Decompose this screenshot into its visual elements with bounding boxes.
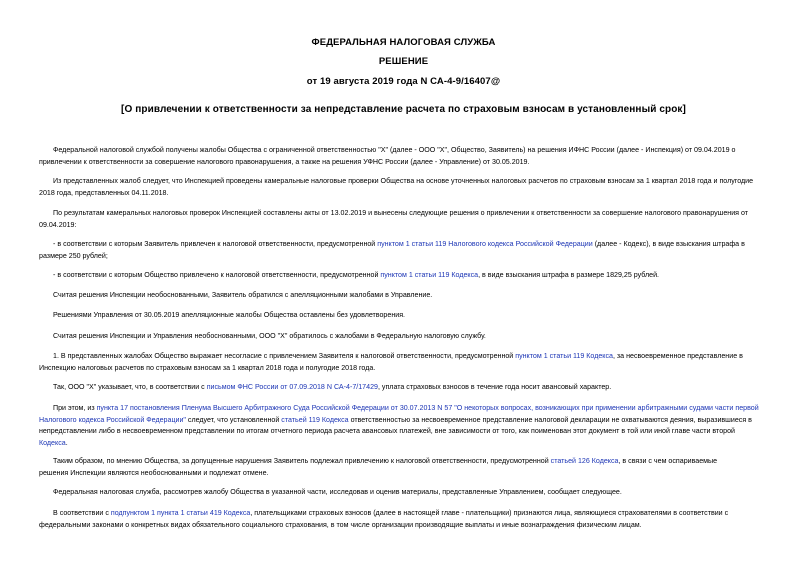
paragraph-4-text-b: (далее - Кодекс), в виде взыскания штрафа в — [592, 240, 745, 248]
link-art119-kodeks-2[interactable]: пунктом 1 статьи 119 Кодекса — [515, 352, 613, 360]
paragraph-14-text-a: В соответствии с — [53, 509, 111, 517]
link-art119-nk-rf[interactable]: пунктом 1 статьи 119 Налогового кодекса Российской Федерации — [377, 240, 593, 248]
paragraph-5-line-1 — [39, 270, 785, 282]
paragraph-11-line-4 — [39, 438, 785, 450]
paragraph-8 — [39, 331, 785, 343]
paragraph-7 — [39, 310, 785, 322]
paragraph-5-text-a: - в соответствии с которым Общество привлечено к налоговой ответственности, предусмотренной — [53, 271, 381, 279]
paragraph-11-text-d: . — [65, 438, 68, 447]
paragraph-11-text-b: следует, что установленной — [185, 415, 282, 424]
paragraph-2-line-2: 2018 года, представленных 04.11.2018. — [39, 188, 169, 197]
link-vas-plenum-57[interactable]: пункта 17 постановления Пленума Высшего Арбитражного Суда Российской Федерации от 30.07.2013 N 57 "О некоторых вопросах, возникающих при применении арбитражными судами части первой — [96, 404, 759, 412]
paragraph-10-text-b: , уплата страховых взносов в течение года носит авансовый характер. — [377, 383, 612, 391]
link-art119-kodeks[interactable]: пунктом 1 статьи 119 Кодекса — [380, 271, 479, 279]
link-kodeks[interactable]: Кодекса — [39, 438, 66, 447]
paragraph-12 — [39, 456, 785, 479]
paragraph-11-line-3: непредставлении либо в несвоевременном представлении по итогам отчетного периода расчета авансовых платежей, вне зависимости от того, как поименован этот документ в той или иной главе части второй — [39, 427, 735, 436]
paragraph-8-line-1: Считая решения Инспекции и Управления необоснованными, ООО "X" обратилось с жалобами в Федеральную налоговую службу. — [53, 332, 486, 340]
link-art119-kodeks-3[interactable]: статьей 119 Кодекса — [281, 415, 349, 424]
paragraph-1 — [39, 145, 785, 168]
link-art419-kodeks[interactable]: подпунктом 1 пункта 1 статьи 419 Кодекса — [110, 509, 251, 517]
paragraph-9 — [39, 351, 785, 374]
paragraph-4 — [39, 239, 785, 262]
paragraph-14-line-1 — [39, 508, 785, 520]
paragraph-6 — [39, 290, 785, 302]
paragraph-10 — [39, 382, 785, 394]
document-date-number: от 19 августа 2019 года N СА-4-9/16407@ — [306, 76, 501, 87]
paragraph-3 — [39, 208, 785, 231]
paragraph-1-line-1: Федеральной налоговой службой получены жалобы Общества с ограниченной ответственностью "X" (далее - ООО "X", Общество, Заявитель) на решения ИФНС России (далее - Инспекция) от 09.04.2019 о — [53, 146, 736, 154]
paragraph-9-line-1 — [39, 351, 785, 363]
paragraph-6-line-1: Считая решения Инспекции необоснованными, Заявитель обратился с апелляционными жалобами в Управление. — [53, 291, 433, 299]
link-vas-plenum-57-cont[interactable]: Налогового кодекса Российской Федерации" — [39, 415, 186, 424]
document-type: РЕШЕНИЕ — [378, 56, 429, 67]
paragraph-2 — [39, 176, 785, 199]
paragraph-13 — [39, 487, 785, 499]
paragraph-12-text-b: , в связи с чем оспариваемые — [618, 457, 718, 465]
paragraph-4-line-1 — [39, 239, 785, 251]
paragraph-12-line-2: решения Инспекции являются необоснованными и подлежат отмене. — [39, 468, 269, 477]
paragraph-10-text-a: Так, ООО "X" указывает, что, в соответствии с — [53, 383, 207, 391]
link-fns-letter[interactable]: письмом ФНС России от 07.09.2018 N СА-4-7/17429 — [206, 383, 378, 391]
paragraph-1-line-2: привлечении к ответственности за совершение налогового правонарушения, а также на решения УФНС России (далее - Управление) от 30.05.2019. — [39, 157, 530, 166]
paragraph-11 — [39, 403, 785, 449]
paragraph-4-text-a: - в соответствии с которым Заявитель привлечен к налоговой ответственности, предусмотренной — [53, 240, 378, 248]
paragraph-3-line-1: По результатам камеральных налоговых проверок Инспекцией составлены акты от 13.02.2019 и вынесены следующие решения о привлечении к ответственности за совершение налогового правонарушения от — [53, 209, 749, 217]
paragraph-9-text-b: , за несвоевременное представление в — [612, 352, 743, 360]
paragraph-9-text-a: 1. В представленных жалобах Общество выражает несогласие с привлечением Заявителя к налоговой ответственности, предусмотренной — [53, 352, 516, 360]
paragraph-7-line-1: Решениями Управления от 30.05.2019 апелляционные жалобы Общества оставлены без удовлетворения. — [53, 311, 406, 319]
paragraph-11-line-2 — [39, 415, 785, 427]
paragraph-12-text-a: Таким образом, по мнению Общества, за допущенные нарушения Заявитель подлежал привлечению к налоговой ответственности, предусмотренной — [53, 457, 551, 465]
paragraph-14-text-b: , плательщиками страховых взносов (далее в настоящей главе - плательщики) признаются лица, являющиеся страхователями в соответствии с — [250, 509, 729, 517]
paragraph-11-text-c: ответственностью за несвоевременное представление налоговой декларации не охватываются деяния, выразившиеся в — [348, 415, 752, 424]
paragraph-5 — [39, 270, 785, 282]
document-subject: [О привлечении к ответственности за непредставление расчета по страховым взносам в установленный срок] — [121, 104, 686, 115]
paragraph-14-line-2: федеральными законами о конкретных видах обязательного социального страхования, в том числе организации производящие выплаты и иные вознаграждения физическим лицам. — [39, 520, 642, 529]
paragraph-4-line-2: размере 250 рублей; — [39, 251, 108, 260]
paragraph-13-line-1: Федеральная налоговая служба, рассмотрев жалобу Общества в указанной части, исследовав и оценив материалы, представленные Управлением, сообщает следующее. — [53, 488, 622, 496]
paragraph-14 — [39, 508, 785, 531]
paragraph-10-line-1 — [39, 382, 785, 394]
paragraph-9-line-2: Инспекцию налоговых расчетов по страховым взносам за 1 квартал 2018 года и полугодие 2018 года. — [39, 363, 376, 372]
link-art126-kodeks[interactable]: статьей 126 Кодекса — [550, 457, 619, 465]
agency-title: ФЕДЕРАЛЬНАЯ НАЛОГОВАЯ СЛУЖБА — [311, 37, 496, 48]
paragraph-5-text-b: , в виде взыскания штрафа в размере 1829,25 рублей. — [478, 271, 659, 279]
paragraph-11-text-a: При этом, из — [53, 404, 97, 412]
paragraph-11-line-1 — [39, 403, 785, 415]
paragraph-3-line-2: 09.04.2019: — [39, 220, 77, 229]
paragraph-2-line-1: Из представленных жалоб следует, что Инспекцией проведены камеральные налоговые проверки Общества на основе уточненных налоговых расчетов по страховым взносам за 1 квартал 2018 года и полугодие — [53, 177, 754, 185]
paragraph-12-line-1 — [39, 456, 785, 468]
